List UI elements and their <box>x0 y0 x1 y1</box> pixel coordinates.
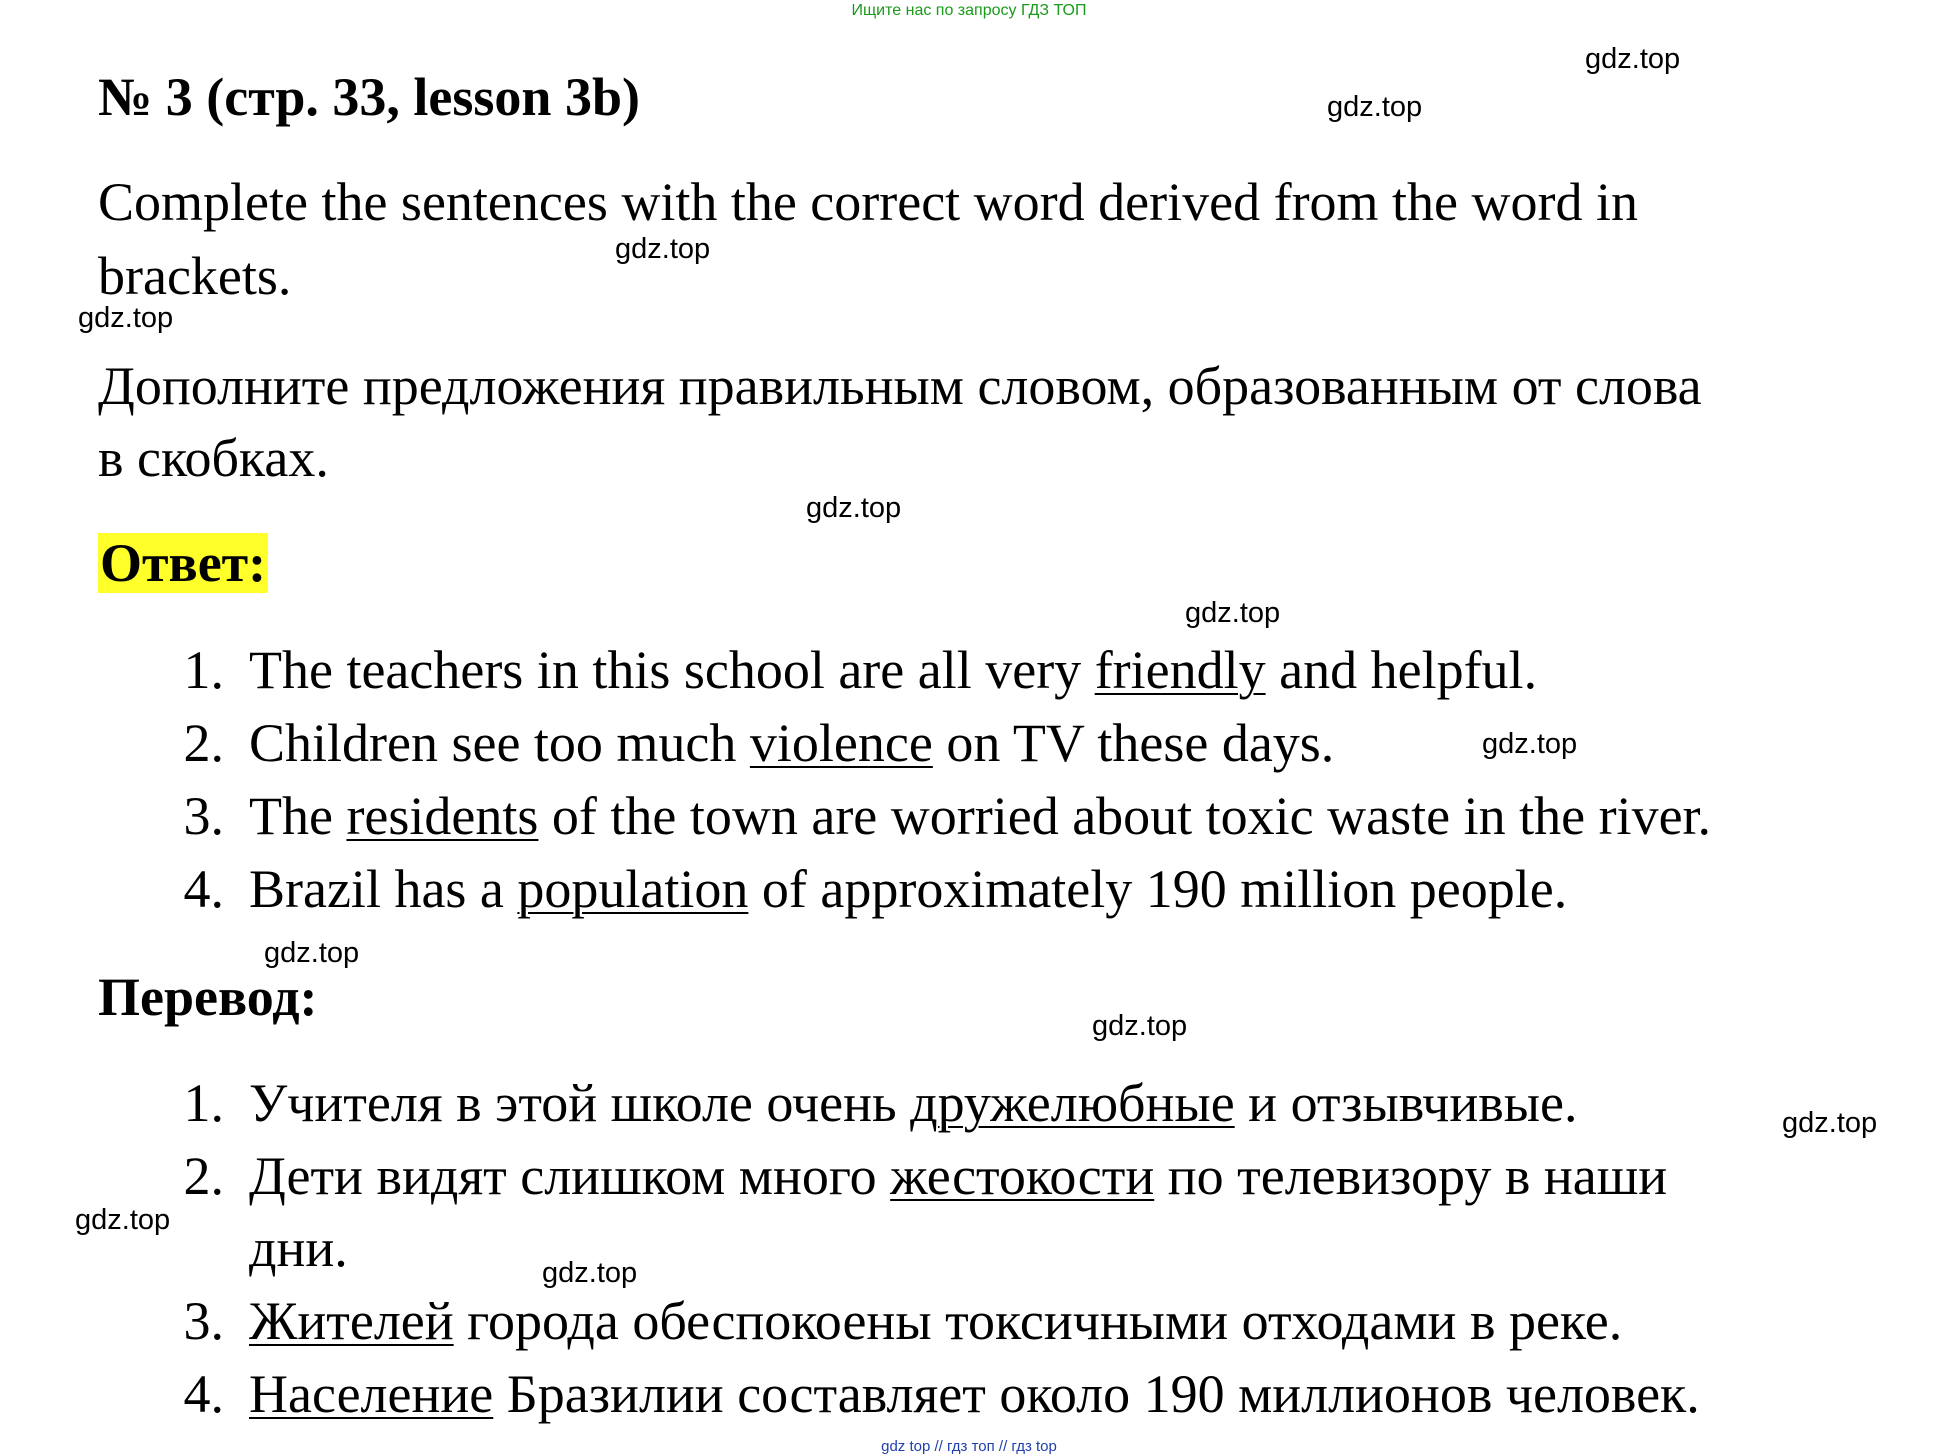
answer-word: violence <box>749 713 933 773</box>
translation-number: 1. <box>183 1073 224 1133</box>
translation-heading: Перевод: <box>98 967 318 1027</box>
watermark: gdz.top <box>1782 1107 1878 1139</box>
translation-item: Учителя в этой школе очень дружелюбные и отзывчивые. <box>249 1073 1578 1133</box>
answer-word: friendly <box>1094 640 1266 700</box>
translation-item-continuation: дни. <box>249 1218 348 1278</box>
top-banner: Ищите нас по запросу ГДЗ ТОП <box>851 2 1087 19</box>
answer-word: population <box>517 859 749 919</box>
watermark: gdz.top <box>806 492 902 524</box>
translation-number: 4. <box>183 1364 224 1424</box>
translation-item: Дети видят слишком много жестокости по телевизору в наши <box>249 1146 1668 1206</box>
answer-item: Children see too much violence on TV these days. <box>249 713 1335 773</box>
watermark: gdz.top <box>1585 43 1681 75</box>
task-ru-line-2: в скобках. <box>98 428 329 488</box>
watermark: gdz.top <box>75 1204 171 1236</box>
translation-number: 3. <box>183 1291 224 1351</box>
translation-word: дружелюбные <box>910 1073 1235 1133</box>
answer-number: 3. <box>183 786 224 846</box>
answer-number: 2. <box>183 713 224 773</box>
watermark: gdz.top <box>1185 597 1281 629</box>
watermark: gdz.top <box>1482 728 1578 760</box>
task-ru-line-1: Дополните предложения правильным словом, образованным от слова <box>98 356 1702 416</box>
answer-heading <box>98 531 268 595</box>
answer-heading-text: Ответ: <box>100 533 267 593</box>
translation-number: 2. <box>183 1146 224 1206</box>
translation-word: Население <box>249 1364 494 1424</box>
answer-number: 4. <box>183 859 224 919</box>
answer-number: 1. <box>183 640 224 700</box>
translation-item: Жителей города обеспокоены токсичными отходами в реке. <box>249 1291 1623 1351</box>
translation-word: Жителей <box>249 1291 454 1351</box>
answer-word: residents <box>346 786 539 846</box>
answer-item: The teachers in this school are all very friendly and helpful. <box>249 640 1538 700</box>
answer-item: The residents of the town are worried about toxic waste in the river. <box>249 786 1712 846</box>
task-en-line-1: Complete the sentences with the correct word derived from the word in <box>98 172 1639 232</box>
watermark: gdz.top <box>78 302 174 334</box>
watermark: gdz.top <box>615 233 711 265</box>
watermark: gdz.top <box>1092 1010 1188 1042</box>
translation-item: Население Бразилии составляет около 190 миллионов человек. <box>249 1364 1700 1424</box>
task-en-line-2: brackets. <box>98 246 292 306</box>
watermark: gdz.top <box>264 937 360 969</box>
page-title: № 3 (стр. 33, lesson 3b) <box>98 67 640 127</box>
bottom-banner: gdz top // гдз топ // гдз top <box>881 1438 1057 1455</box>
watermark: gdz.top <box>542 1257 638 1289</box>
watermark: gdz.top <box>1327 91 1423 123</box>
answer-item: Brazil has a population of approximately 190 million people. <box>249 859 1568 919</box>
translation-word: жестокости <box>890 1146 1155 1206</box>
